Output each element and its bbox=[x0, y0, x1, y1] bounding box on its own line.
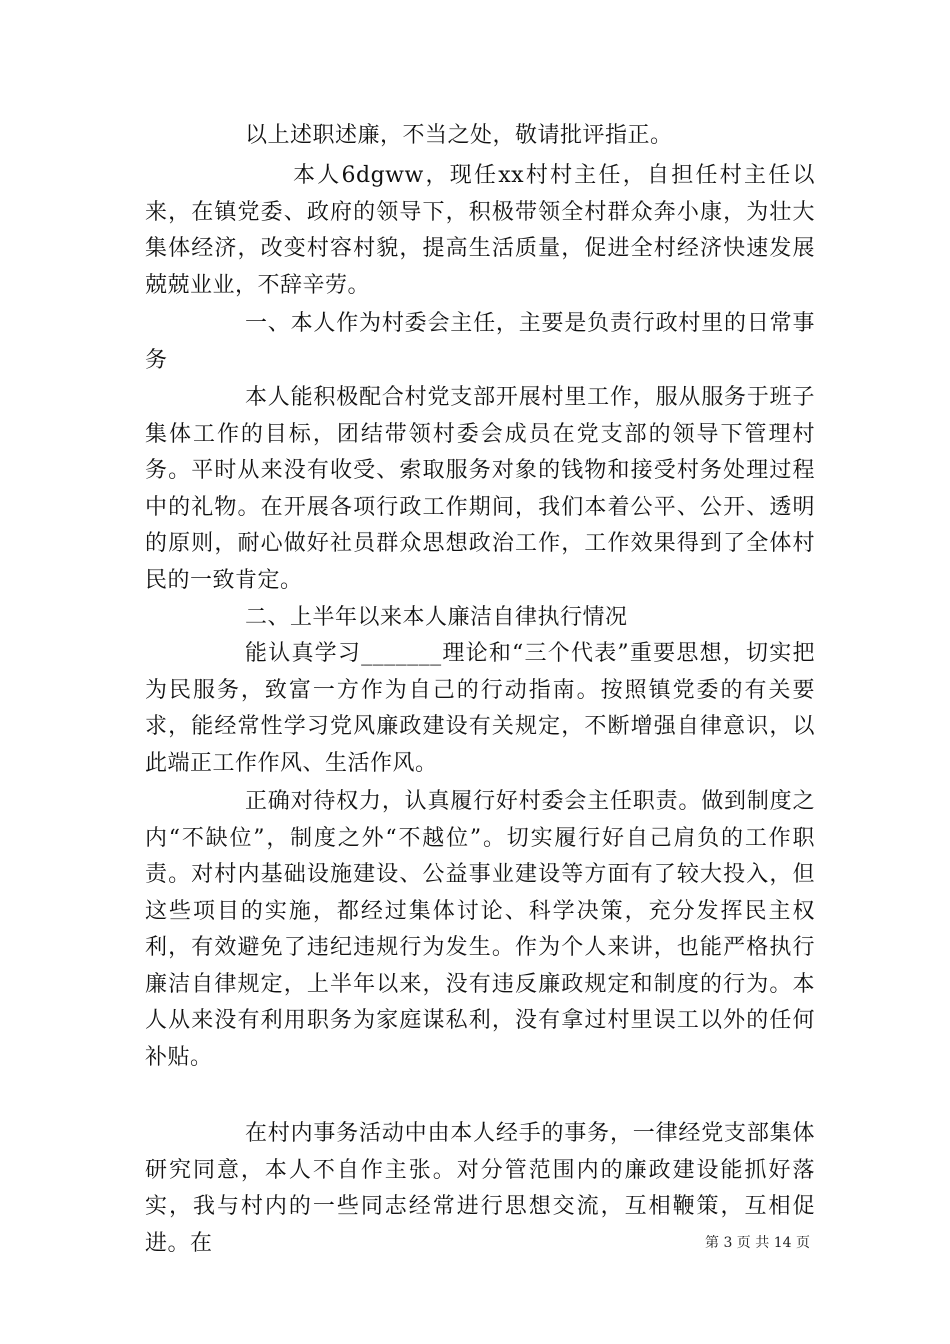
paragraph-closing-remark: 以上述职述廉，不当之处，敬请批评指正。 bbox=[245, 123, 673, 148]
section-heading-1: 一、本人作为村委会主任，主要是负责行政村里的日常事务 bbox=[145, 311, 815, 373]
paragraph-introduction: 本人6dgww，现任xx村村主任，自担任村主任以来，在镇党委、政府的领导下，积极带领全村群众奔小康，为壮大集体经济，改变村容村貌，提高生活质量，促进全村经济快速发展兢兢业业，不辞辛劳。 bbox=[145, 163, 815, 298]
paragraph-exercise-power: 正确对待权力，认真履行好村委会主任职责。做到制度之内“不缺位”，制度之外“不越位”。切实履行好自己肩负的工作职责。对村内基础设施建设、公益事业建设等方面有了较大投入，但这些项目的实施，都经过集体讨论、科学决策，充分发挥民主权利，有效避免了违纪违规行为发生。作为个人来讲，也能严格执行廉洁自律规定，上半年以来，没有违反廉政规定和制度的行为。本人从来没有利用职务为家庭谋私利，没有拿过村里误工以外的任何补贴。 bbox=[145, 789, 815, 1070]
paragraph-section-1-body: 本人能积极配合村党支部开展村里工作，服从服务于班子集体工作的目标，团结带领村委会成员在党支部的领导下管理村务。平时从来没有收受、索取服务对象的钱物和接受村务处理过程中的礼物。在开展各项行政工作期间，我们本着公平、公开、透明的原则，耐心做好社员群众思想政治工作，工作效果得到了全体村民的一致肯定。 bbox=[145, 385, 815, 593]
paragraph-study-theory: 能认真学习_______理论和“三个代表”重要思想，切实把为民服务，致富一方作为自己的行动指南。按照镇党委的有关要求，能经常性学习党风廉政建设有关规定，不断增强自律意识，以此端正工作作风、生活作风。 bbox=[145, 641, 815, 776]
section-heading-2: 二、上半年以来本人廉洁自律执行情况 bbox=[245, 605, 628, 630]
paragraph-village-affairs: 在村内事务活动中由本人经手的事务，一律经党支部集体研究同意，本人不自作主张。对分管范围内的廉政建设能抓好落实，我与村内的一些同志经常进行思想交流，互相鞭策，互相促进。在 bbox=[145, 1121, 815, 1256]
page-number-footer: 第 3 页 共 14 页 bbox=[705, 1235, 810, 1251]
